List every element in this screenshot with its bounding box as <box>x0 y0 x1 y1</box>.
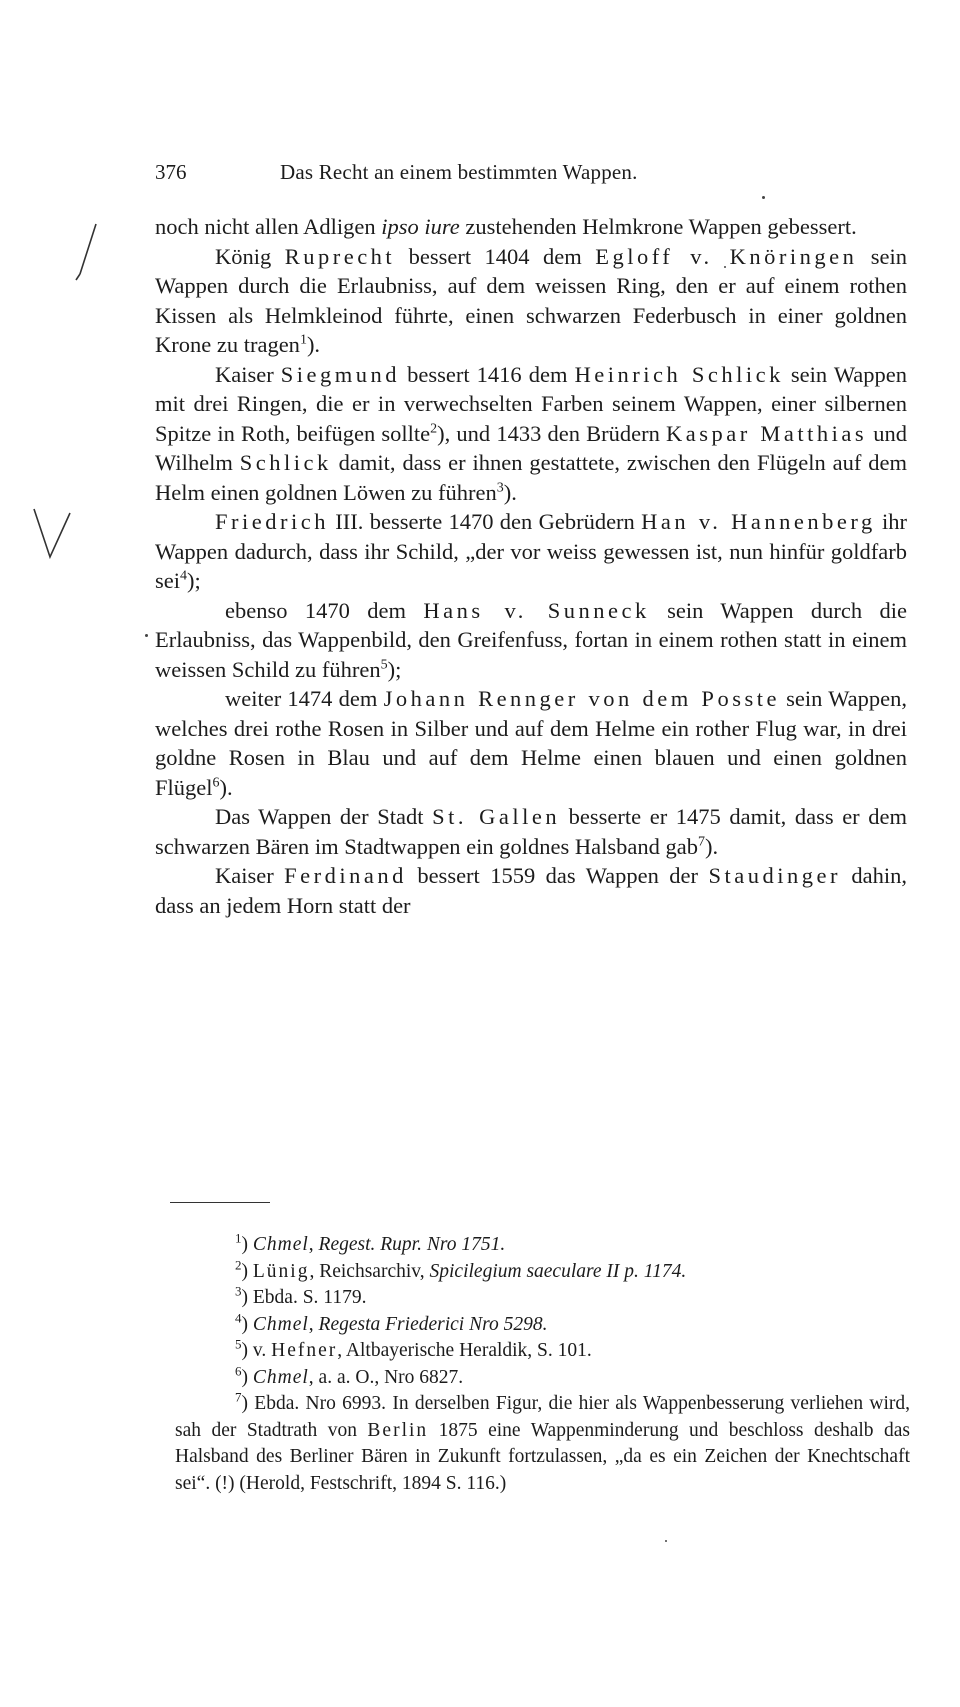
spaced-name: Han v. Hannenberg <box>641 509 876 534</box>
footnote-ref: 4 <box>180 568 187 584</box>
text-span: ); <box>387 656 402 682</box>
text-span: dahin, dass an jedem Horn statt der <box>155 863 907 918</box>
text-span: ), und 1433 den Brüdern <box>437 420 666 446</box>
text-span: sein Wappen mit drei Ringen, die er in verwechselten Farben seinem Wappen, einer silbernen Spitze in Roth, beifügen sollte <box>155 361 907 446</box>
paragraph-8 <box>155 861 907 920</box>
footnote-ref: 6 <box>212 775 220 790</box>
spaced-name: Kaspar Matthias <box>665 420 868 446</box>
text-span: König <box>215 243 285 269</box>
text-span: bessert 1559 das Wappen der <box>406 863 709 888</box>
paragraph-4 <box>155 507 907 596</box>
text-span: ). <box>306 332 321 357</box>
footnote-mark: 4 <box>235 1310 242 1325</box>
spaced-name: Johann Rennger von dem Posste <box>383 686 780 711</box>
footnote-ref: 2 <box>430 421 438 436</box>
footnote-mark: 1 <box>235 1230 242 1246</box>
footnotes <box>175 1232 910 1497</box>
spaced-name: Heinrich Schlick <box>574 361 784 387</box>
footnote-mark: 7 <box>235 1389 242 1405</box>
text-span: ). <box>704 833 719 859</box>
margin-check-mark <box>30 505 80 565</box>
text-span: ). <box>503 479 517 505</box>
spaced-name: Schlick <box>239 450 332 475</box>
page-speck <box>762 196 765 199</box>
footnote-ref: 7 <box>697 834 705 849</box>
footnote-6: $^6$) Chmel, a. a. O., Nro 6827. <box>235 1363 464 1388</box>
source-title: Regest. Rupr. Nro 1751. <box>318 1234 506 1255</box>
spaced-name: Hans v. Sunneck <box>423 597 650 623</box>
text-span: Das Wappen der Stadt <box>215 804 433 829</box>
footnote-ref: 3 <box>496 480 504 495</box>
text-span: damit, dass er ihnen gestattete, zwischen den Flügeln auf dem Helm einen goldnen Löwen zu führen <box>155 450 907 505</box>
margin-slash-mark <box>72 222 102 282</box>
paragraph-1 <box>155 212 907 242</box>
text-span: sein Wappen durch die Erlaubniss, das Wappenbild, den Greifenfuss, fortan in einem rothen statt in einem weissen Schild zu führen <box>155 597 907 682</box>
text-span: III. besserte 1470 den Gebrüdern <box>328 509 642 534</box>
source-title: Spicilegium saeculare II p. 1174. <box>429 1260 687 1282</box>
footnote-4: $^4$) Chmel, Regesta Friederici Nro 5298. <box>235 1310 548 1335</box>
text-span: bessert 1404 dem <box>395 243 596 269</box>
text-span: noch nicht allen Adligen <box>155 214 382 239</box>
source-title: Regesta Friederici Nro 5298. <box>318 1313 548 1335</box>
text-span: , a. a. O., Nro 6827. <box>308 1366 464 1388</box>
text-span: sein Wappen durch die Erlaubniss, auf dem weissen Ring, den er auf einem rothen Kissen als Helmkleinod führte, einen schwarzen Federbusch in einer goldnen Krone zu tragen <box>155 243 908 357</box>
italic-phrase: ipso iure <box>381 214 460 239</box>
spaced-name: Staudinger <box>708 863 841 888</box>
page-header <box>155 160 775 192</box>
footnote-5: $^5$) v. Hefner, Altbayerische Heraldik, S. 101. <box>235 1336 592 1361</box>
footnote-2: $^2$) Lünig, Reichsarchiv, Spicilegium saeculare II p. 1174. <box>235 1257 687 1282</box>
author-name: Lünig <box>252 1260 310 1282</box>
author-name: Chmel <box>252 1234 309 1255</box>
spaced-name: Egloff v. Knöringen <box>595 243 858 269</box>
footnote-3: $^3$) Ebda. S. 1179. <box>235 1283 367 1308</box>
spaced-name: St. Gallen <box>432 804 561 829</box>
footnote-ref: 5 <box>380 657 388 672</box>
paragraph-7 <box>155 802 907 861</box>
paragraph-3 <box>155 360 907 508</box>
text-span: und Wilhelm <box>155 420 907 475</box>
page-speck <box>665 1540 667 1542</box>
text-span: bessert 1416 dem <box>400 361 575 387</box>
spaced-name: Ruprecht <box>284 243 396 269</box>
text-span: Kaiser <box>215 361 281 387</box>
footnote-7: $^7$) Ebda. Nro 6993. In derselben Figur, die hier als Wappenbesserung verliehen wird, sah der Stadtrath von Berlin 1875 eine Wappenminderung und beschloss deshalb das Halsband des Berliner Bären in Zukunft fortzulassen, „da es ein Zeichen der Knechtschaft sei“. (!) (Herold, Festschrift, 1894 S. 116.) <box>175 1389 911 1494</box>
spaced-name: Berlin <box>367 1419 429 1441</box>
spaced-name: Ferdinand <box>284 863 407 888</box>
running-title: Das Recht an einem bestimmten Wappen. <box>280 160 638 184</box>
footnote-mark: 6 <box>235 1363 242 1378</box>
text-span: , <box>308 1234 319 1255</box>
text-span: 1875 eine Wappenminderung und beschloss deshalb das Halsband des Berliner Bären in Zukunft fortzulassen, „da es ein Zeichen der Knechtschaft sei“. (!) (Herold, Festschrift, 1894 S. 116.) <box>175 1419 911 1494</box>
paragraph-6 <box>155 684 907 802</box>
text-span: , <box>308 1313 319 1335</box>
text-span: ); <box>187 568 201 593</box>
footnote-mark: 5 <box>235 1336 242 1352</box>
text-span: sein Wappen, welches drei rothe Rosen in Silber und auf dem Helme ein rother Flug war, in drei goldne Rosen in Blau und auf dem Helme einen blauen und einen goldnen Flügel <box>155 686 907 800</box>
text-span: , Altbayerische Heraldik, S. 101. <box>337 1340 592 1361</box>
text-span: besserte er 1475 damit, dass er dem schwarzen Bären im Stadtwappen ein goldnes Halsband gab <box>155 804 908 859</box>
footnote-divider <box>170 1202 270 1203</box>
text-span: Ebda. Nro 6993. In derselben Figur, die hier als Wappenbesserung verliehen wird, sah der Stadtrath von <box>175 1393 910 1441</box>
spaced-name: Siegmund <box>280 361 401 387</box>
spaced-name: Friedrich <box>215 509 329 534</box>
text-span: ihr Wappen dadurch, dass ihr Schild, „der vor weiss gewessen ist, nun hinfür goldfarb sei <box>155 509 908 593</box>
page-number: 376 <box>155 160 187 184</box>
footnote-ref: 1 <box>299 332 307 348</box>
footnote-1: $^1$) Chmel, Regest. Rupr. Nro 1751. <box>235 1230 506 1255</box>
author-name: Hefner <box>271 1340 338 1361</box>
text-span: Ebda. S. 1179. <box>252 1287 367 1308</box>
paragraph-5 <box>155 596 907 685</box>
footnote-mark: 2 <box>235 1257 242 1272</box>
footnote-mark: 3 <box>235 1283 242 1299</box>
author-name: Chmel <box>252 1313 309 1335</box>
paragraph-2 <box>155 242 907 360</box>
text-span: zustehenden Helmkrone Wappen gebessert. <box>459 214 857 239</box>
author-name: Chmel <box>252 1366 309 1388</box>
text-span: weiter 1474 dem <box>225 686 384 711</box>
text-span: ebenso 1470 dem <box>225 597 424 623</box>
text-span: v. <box>252 1340 272 1361</box>
page-speck <box>145 634 148 637</box>
text-span: , Reichsarchiv, <box>309 1260 430 1282</box>
body-text <box>155 212 907 920</box>
text-span: ). <box>219 774 233 800</box>
text-span: Kaiser <box>215 863 285 888</box>
